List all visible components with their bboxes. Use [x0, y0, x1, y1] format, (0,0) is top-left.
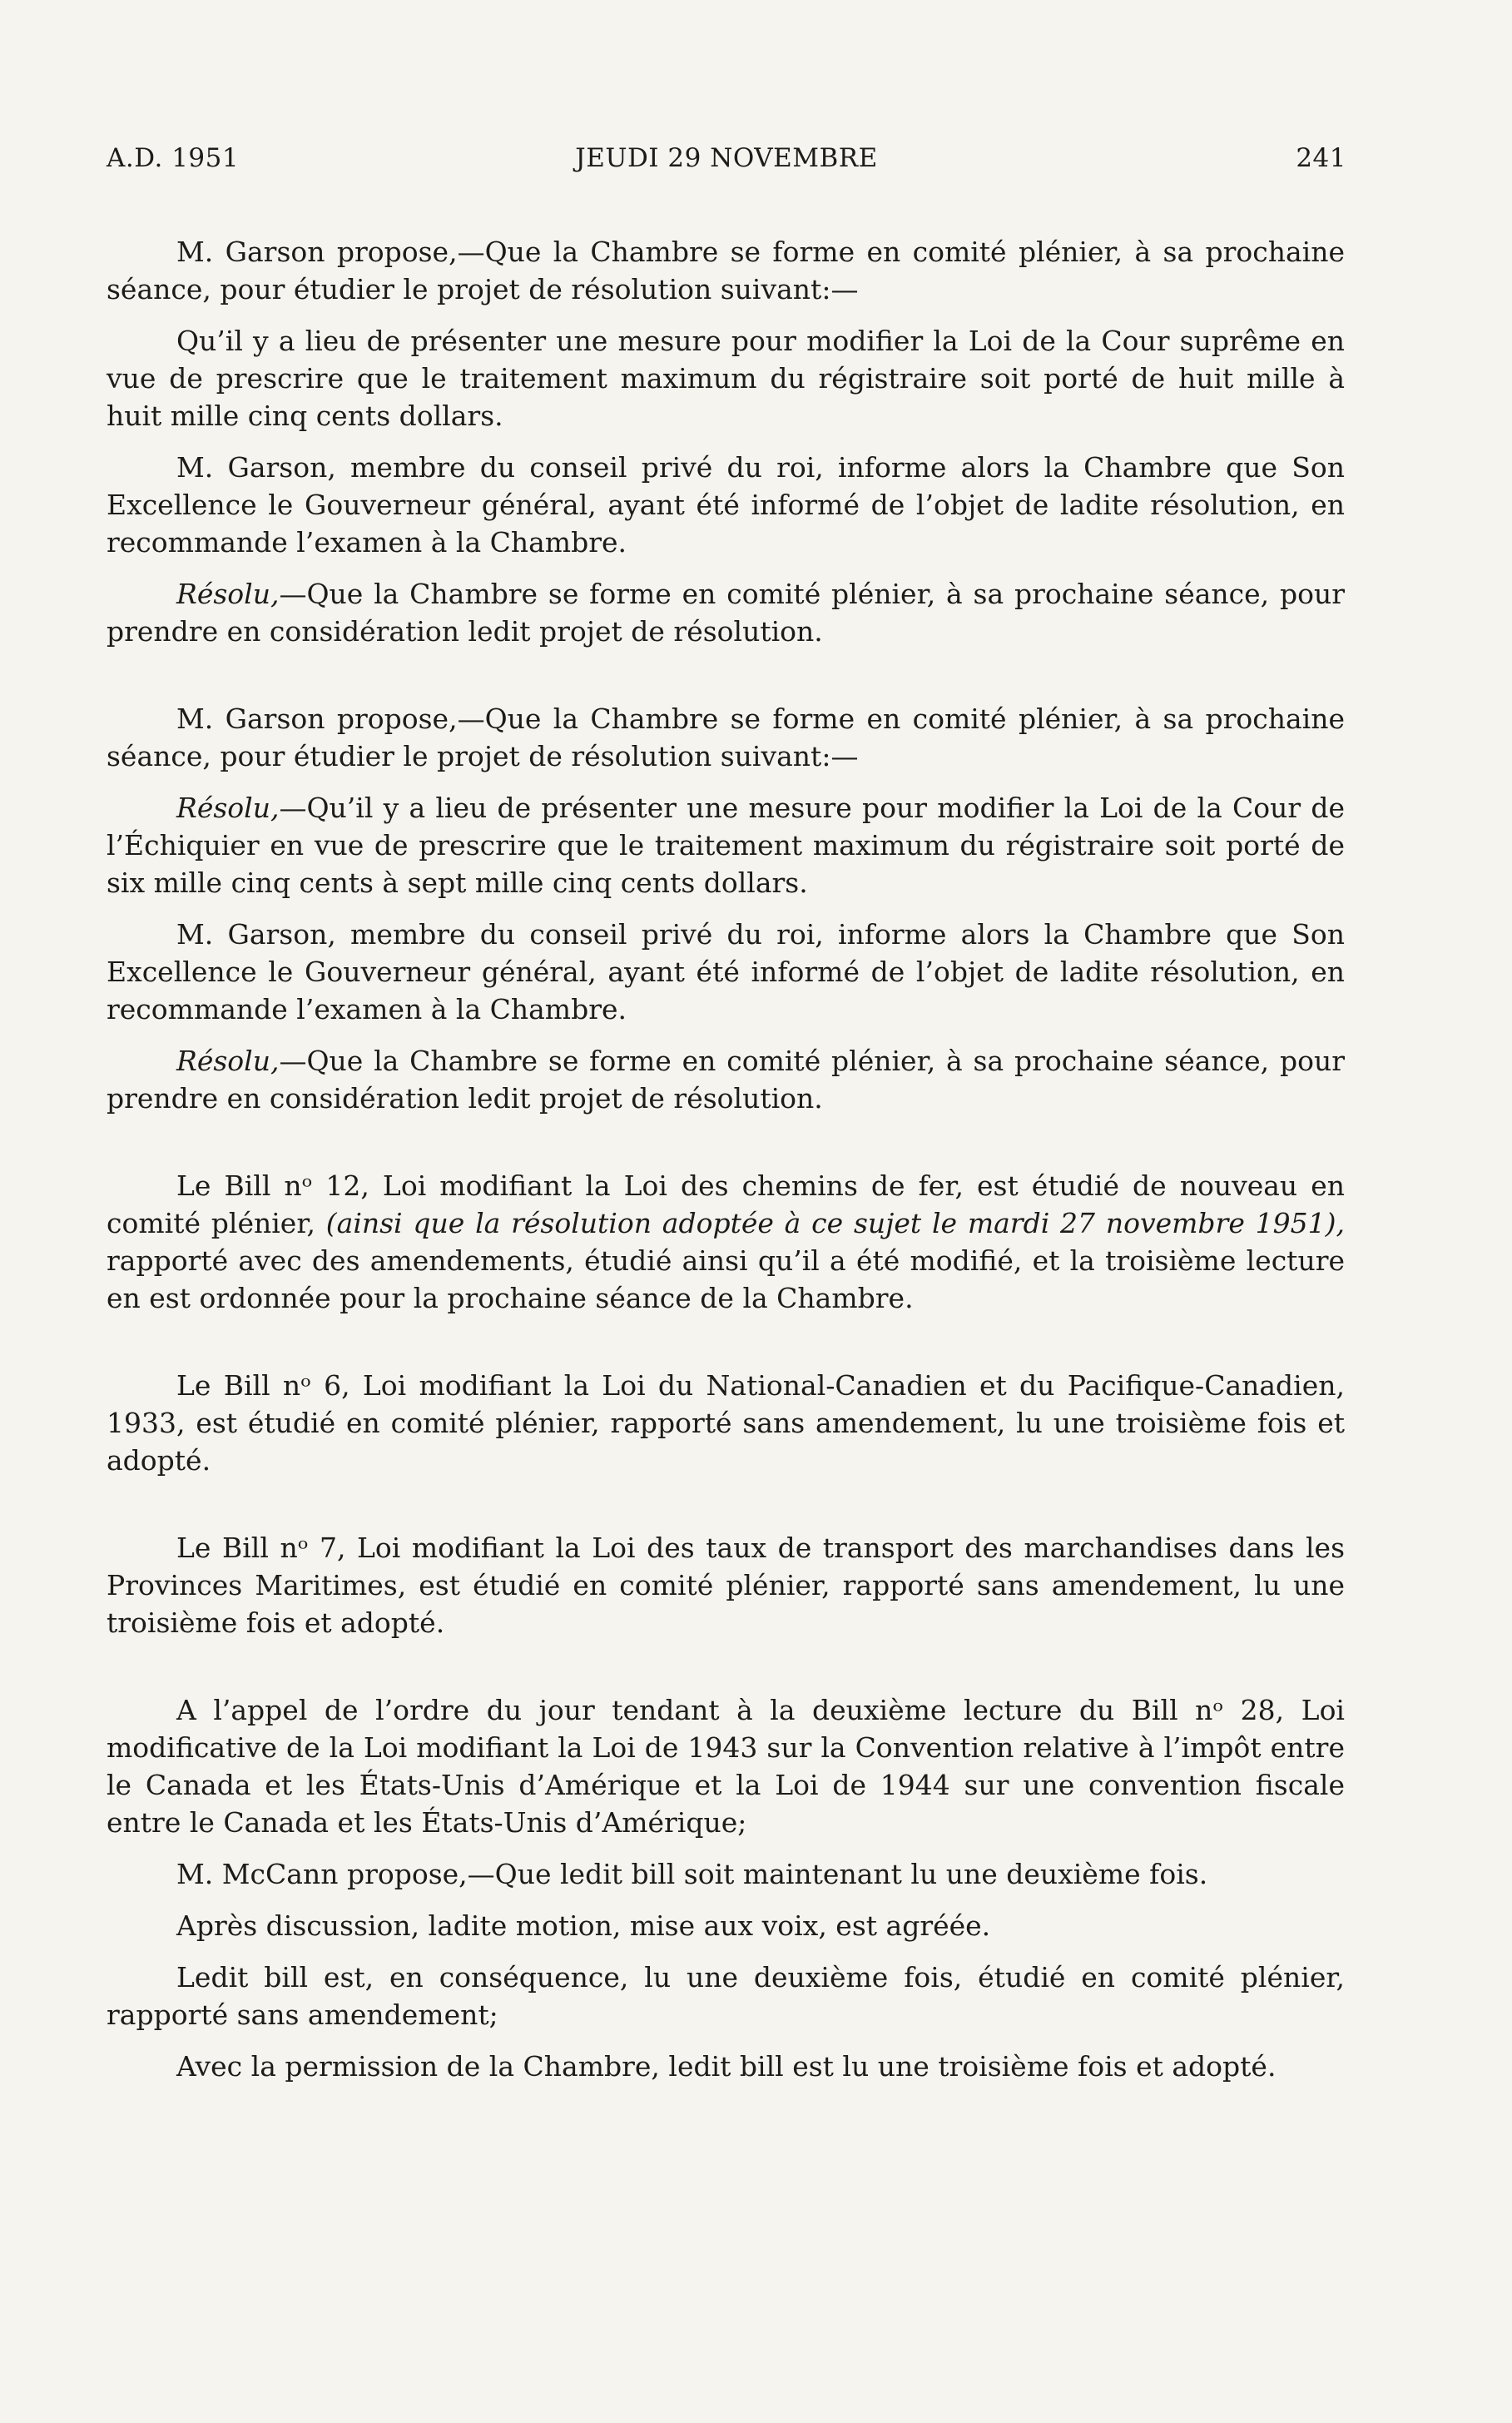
- resolu-label: Résolu,: [176, 1045, 280, 1077]
- paragraph-garson-motion-1: M. Garson propose,—Que la Chambre se forme en comité plénier, à sa prochaine séance, pour étudier le projet de résolution suivant:—: [107, 236, 1345, 305]
- page-number: 241: [1296, 143, 1346, 173]
- paragraph-mccann-motion: M. McCann propose,—Que ledit bill soit maintenant lu une deuxième fois.: [176, 1858, 1208, 1890]
- page-body: [107, 233, 1345, 2085]
- paragraph-resolution-text-2: [107, 789, 1345, 901]
- paragraph-discussion: Après discussion, ladite motion, mise aux voix, est agréée.: [176, 1909, 991, 1942]
- header-year: A.D. 1951: [107, 143, 240, 173]
- header-date: JEUDI 29 NOVEMBRE: [575, 143, 878, 173]
- bill-12-text-a: Le Bill nᵒ 12, Loi modifiant la Loi des chemins de fer, est étudié de nouveau en comité plénier,: [107, 1169, 1345, 1239]
- resolu-label: Résolu,: [176, 578, 280, 610]
- page-header: [107, 143, 1346, 186]
- paragraph-bill-28: A l’appel de l’ordre du jour tendant à la deuxième lecture du Bill nᵒ 28, Loi modificative de la Loi modifiant la Loi de 1943 sur la Convention relative à l’impôt entre le Canada et les États-Unis d’Amérique et la Loi de 1944 sur une convention fiscale entre le Canada et les États-Unis d’Amérique;: [107, 1694, 1345, 1839]
- bill-12-text-b: rapporté avec des amendements, étudié ainsi qu’il a été modifié, et la troisième lecture en est ordonnée pour la prochaine séance de la Chambre.: [107, 1244, 1345, 1314]
- paragraph-resolu-2: [107, 1042, 1345, 1117]
- paragraph-recommendation-2: M. Garson, membre du conseil privé du roi, informe alors la Chambre que Son Excellence le Gouverneur général, ayant été informé de l’objet de ladite résolution, en recommande l’examen à la Chambre.: [107, 918, 1345, 1025]
- paragraph-resolu-1: [107, 575, 1345, 650]
- bill-12-italic-note: (ainsi que la résolution adoptée à ce sujet le mardi 27 novembre 1951),: [325, 1207, 1345, 1239]
- paragraph-bill-6: Le Bill nᵒ 6, Loi modifiant la Loi du National-Canadien et du Pacifique-Canadien, 1933, est étudié en comité plénier, rapporté sans amendement, lu une troisième fois et adopté.: [107, 1369, 1345, 1477]
- resolu-text: —Que la Chambre se forme en comité plénier, à sa prochaine séance, pour prendre en considération ledit projet de résolution.: [107, 1045, 1345, 1115]
- paragraph-garson-motion-2: M. Garson propose,—Que la Chambre se forme en comité plénier, à sa prochaine séance, pour étudier le projet de résolution suivant:—: [107, 703, 1345, 772]
- resolu-text: —Que la Chambre se forme en comité plénier, à sa prochaine séance, pour prendre en considération ledit projet de résolution.: [107, 578, 1345, 648]
- resolu-label: Résolu,: [176, 792, 280, 824]
- paragraph-recommendation-1: M. Garson, membre du conseil privé du roi, informe alors la Chambre que Son Excellence le Gouverneur général, ayant été informé de l’objet de ladite résolution, en recommande l’examen à la Chambre.: [107, 451, 1345, 559]
- paragraph-second-reading: Ledit bill est, en conséquence, lu une deuxième fois, étudié en comité plénier, rapporté sans amendement;: [107, 1961, 1345, 2031]
- paragraph-bill-7: Le Bill nᵒ 7, Loi modifiant la Loi des taux de transport des marchandises dans les Provinces Maritimes, est étudié en comité plénier, rapporté sans amendement, lu une troisième fois et adopté.: [107, 1532, 1345, 1639]
- resolu-text: —Qu’il y a lieu de présenter une mesure pour modifier la Loi de la Cour de l’Échiquier en vue de prescrire que le traitement maximum du régistraire soit porté de six mille cinq cents à sept mille cinq cents dollars.: [107, 792, 1345, 899]
- paragraph-third-reading: Avec la permission de la Chambre, ledit bill est lu une troisième fois et adopté.: [176, 2050, 1277, 2083]
- paragraph-bill-12: [107, 1167, 1345, 1317]
- paragraph-resolution-text-1: Qu’il y a lieu de présenter une mesure pour modifier la Loi de la Cour suprême en vue de prescrire que le traitement maximum du régistraire soit porté de huit mille à huit mille cinq cents dollars.: [107, 325, 1345, 432]
